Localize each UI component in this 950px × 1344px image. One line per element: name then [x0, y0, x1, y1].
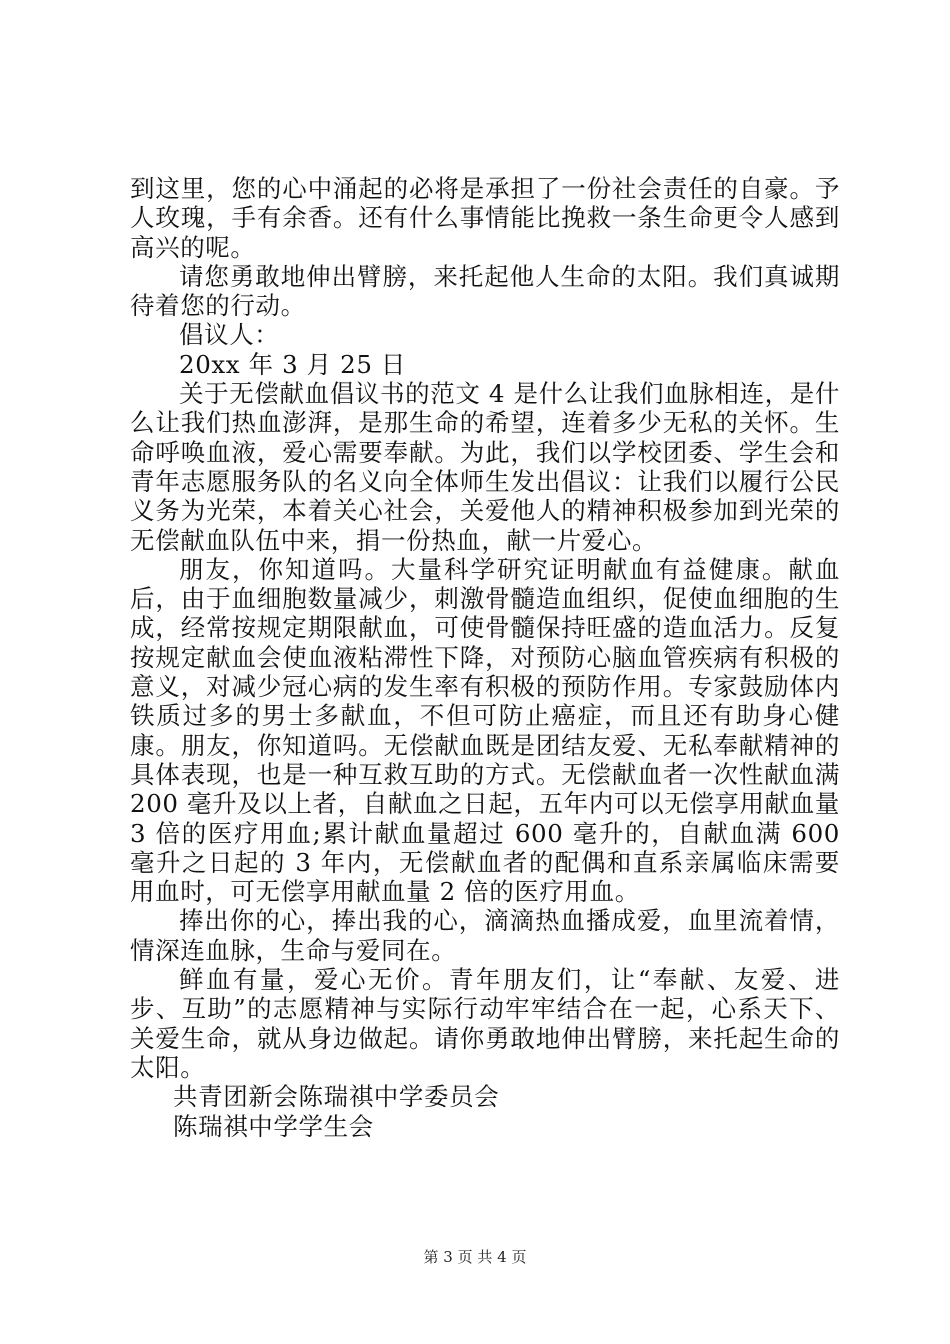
signature-student-union: 陈瑞祺中学学生会	[173, 1111, 374, 1141]
initiator-label: 倡议人：	[179, 320, 280, 350]
signature-league-committee: 共青团新会陈瑞祺中学委员会	[173, 1082, 500, 1112]
paragraph-heart: 捧出你的心，捧出我的心，滴滴热血播成爱，血里流着情，情深连血脉，生命与爱同在。	[130, 906, 840, 965]
paragraph-closing: 鲜血有量，爱心无价。青年朋友们，让“奉献、友爱、进步、互助”的志愿精神与实际行动牢牢结合在一起，心系天下、关爱生命，就从身边做起。请你勇敢地伸出臂膀，来托起生命的太阳。	[130, 965, 840, 1082]
paragraph-health-benefits: 朋友，你知道吗。大量科学研究证明献血有益健康。献血后，由于血细胞数量减少，刺激骨髓造血组织，促使血细胞的生成，经常按规定期限献血，可使骨髓保持旺盛的造血活力。反复按规定献血会使血液粘滞性下降，对预防心脑血管疾病有积极的意义，对减少冠心病的发生率有积极的预防作用。专家鼓励体内铁质过多的男士多献血，不但可防止癌症，而且还有助身心健康。朋友，你知道吗。无偿献血既是团结友爱、无私奉献精神的具体表现，也是一种互救互助的方式。无偿献血者一次性献血满 200 毫升及以上者，自献血之日起，五年内可以无偿享用献血量 3 倍的医疗用血;累计献血量超过 600 毫升的，自献血满 600 毫升之日起的 3 年内，无偿献血者的配偶和直系亲属临床需要用血时，可无偿享用献血量 2 倍的医疗用血。	[130, 554, 840, 907]
paragraph-continuation: 到这里，您的心中涌起的必将是承担了一份社会责任的自豪。予人玫瑰，手有余香。还有什么事情能比挽救一条生命更令人感到高兴的呢。	[130, 174, 840, 262]
paragraph-sample-4-intro: 关于无偿献血倡议书的范文 4 是什么让我们血脉相连，是什么让我们热血澎湃，是那生命的希望，连着多少无私的关怀。生命呼唤血液，爱心需要奉献。为此，我们以学校团委、学生会和青年志愿服务队的名义向全体师生发出倡议：让我们以履行公民义务为光荣，本着关心社会，关爱他人的精神积极参加到光荣的无偿献血队伍中来，捐一份热血，献一片爱心。	[130, 379, 840, 555]
paragraph-call-to-action: 请您勇敢地伸出臂膀，来托起他人生命的太阳。我们真诚期待着您的行动。	[130, 261, 840, 321]
date-line: 20xx 年 3 月 25 日	[179, 349, 407, 379]
document-body	[130, 174, 840, 1141]
page-number: 第 3 页 共 4 页	[423, 1248, 527, 1266]
